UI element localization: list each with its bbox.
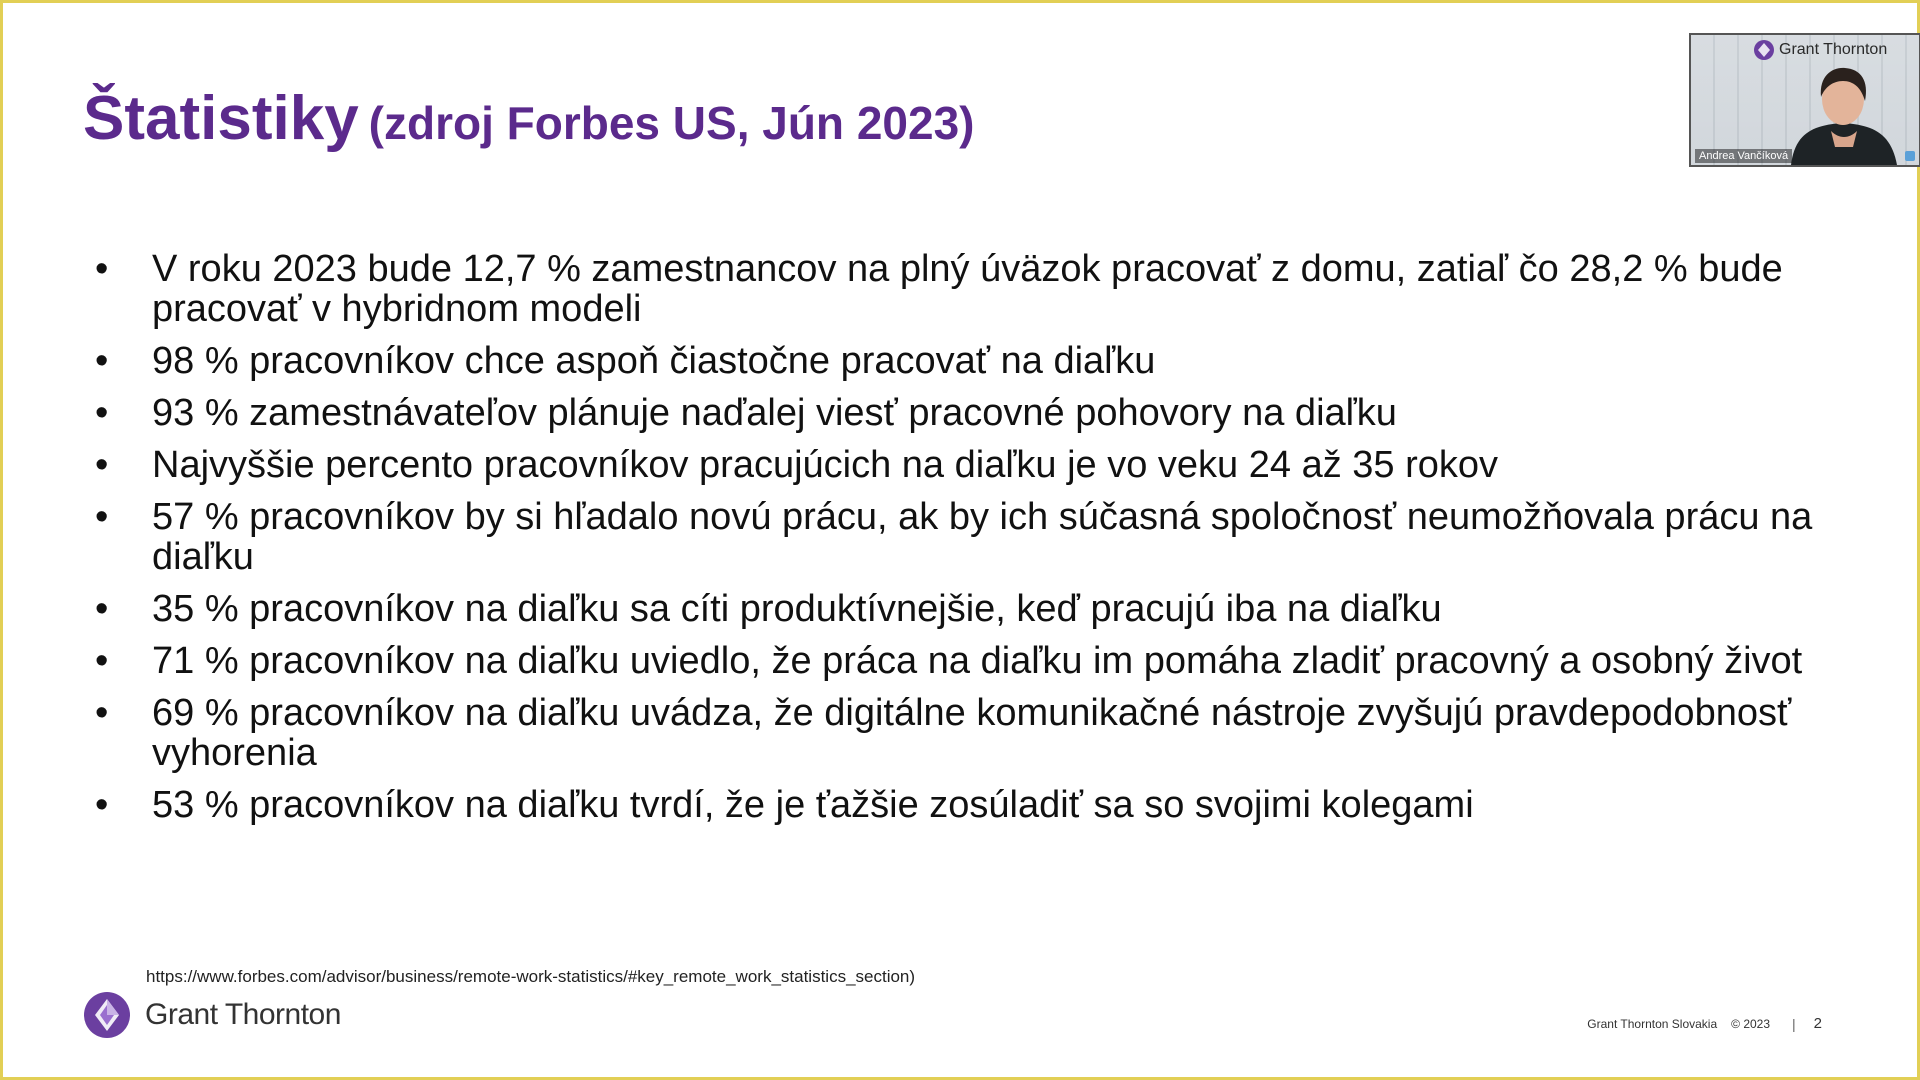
bullet-icon: • (95, 588, 109, 630)
grant-thornton-logo-icon (83, 991, 131, 1039)
logo-text: Grant Thornton (145, 998, 341, 1031)
list-item (95, 445, 1815, 485)
participant-name: Andrea Vančíková (1695, 149, 1792, 163)
bullet-icon: • (95, 496, 109, 538)
list-item (95, 693, 1815, 773)
video-wall-logo-text: Grant Thornton (1779, 41, 1888, 58)
list-item (95, 249, 1815, 329)
list-item-text: 93 % zamestnávateľov plánuje naďalej viesť pracovné pohovory na diaľku (152, 392, 1397, 434)
bullet-icon: • (95, 392, 109, 434)
list-item-text: 57 % pracovníkov by si hľadalo novú prácu, ak by ich súčasná spoločnosť neumožňovala prácu na diaľku (152, 496, 1813, 578)
footer-separator: | (1792, 1015, 1796, 1032)
list-item-text: Najvyššie percento pracovníkov pracujúcich na diaľku je vo veku 24 až 35 rokov (152, 444, 1499, 486)
slide-title-main: Štatistiky (83, 84, 359, 153)
video-wall-logo (1753, 39, 1887, 61)
list-item (95, 341, 1815, 381)
list-item (95, 393, 1815, 433)
statistics-list (95, 249, 1815, 837)
footer-company: Grant Thornton Slovakia (1587, 1016, 1718, 1031)
slide-title-source: (zdroj Forbes US, Jún 2023) (368, 97, 975, 149)
bullet-icon: • (95, 692, 109, 734)
participant-video-thumbnail[interactable] (1689, 33, 1920, 167)
list-item-text: 53 % pracovníkov na diaľku tvrdí, že je ťažšie zosúladiť sa so svojimi kolegami (152, 784, 1474, 826)
bullet-icon: • (95, 340, 109, 382)
list-item-text: 69 % pracovníkov na diaľku uvádza, že digitálne komunikačné nástroje zvyšujú pravdepodobnosť vyhorenia (152, 692, 1792, 774)
participant-avatar (1783, 61, 1903, 165)
bullet-icon: • (95, 640, 109, 682)
source-url[interactable]: https://www.forbes.com/advisor/business/remote-work-statistics/#key_remote_work_statistics_section) (146, 967, 916, 986)
list-item-text: 71 % pracovníkov na diaľku uviedlo, že práca na diaľku im pomáha zladiť pracovný a osobný život (152, 640, 1803, 682)
list-item-text: 98 % pracovníkov chce aspoň čiastočne pracovať na diaľku (152, 340, 1156, 382)
list-item (95, 497, 1815, 577)
list-item-text: 35 % pracovníkov na diaľku sa cíti produktívnejšie, keď pracujú iba na diaľku (152, 588, 1442, 630)
slide-footer (1587, 1015, 1822, 1032)
list-item-text: V roku 2023 bude 12,7 % zamestnancov na plný úväzok pracovať z domu, zatiaľ čo 28,2 % bude pracovať v hybridnom modeli (152, 248, 1783, 330)
slide-title (83, 83, 974, 154)
footer-copyright: © 2023 (1731, 1016, 1771, 1031)
page-number: 2 (1813, 1015, 1822, 1032)
grant-thornton-logo-icon (1753, 39, 1775, 61)
bullet-icon: • (95, 784, 109, 826)
list-item (95, 785, 1815, 825)
list-item (95, 641, 1815, 681)
list-item (95, 589, 1815, 629)
company-logo (83, 991, 341, 1039)
bullet-icon: • (95, 248, 109, 290)
bullet-icon: • (95, 444, 109, 486)
video-status-icon (1905, 151, 1915, 161)
